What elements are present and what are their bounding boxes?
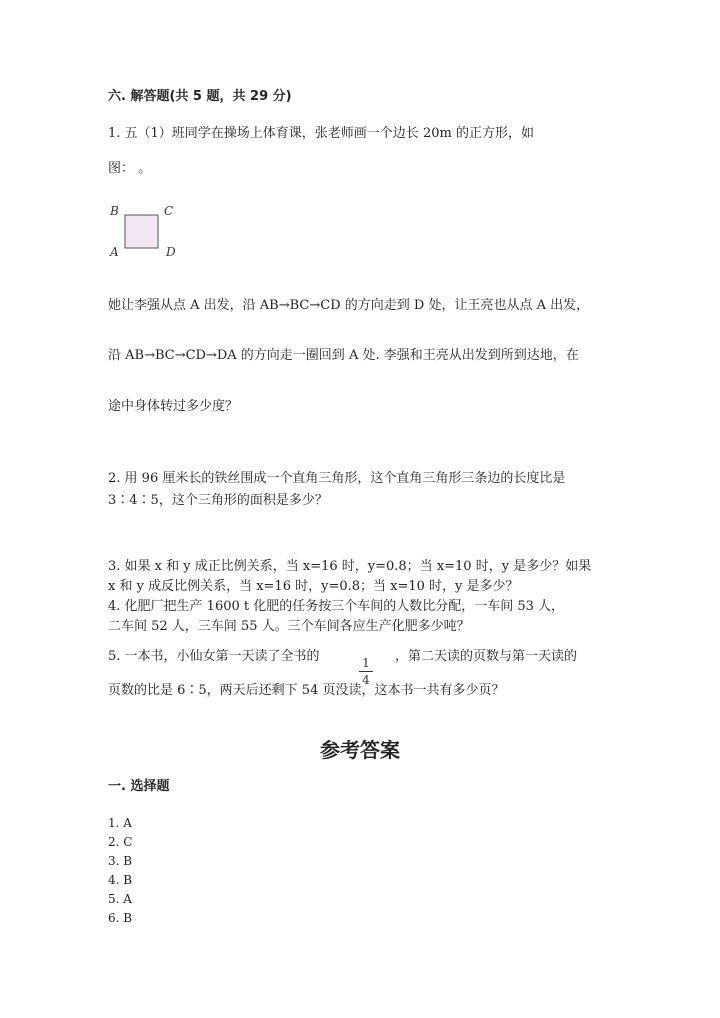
- square-figure: [108, 204, 188, 264]
- fraction-numerator: 1: [362, 656, 370, 670]
- q3-line1: 3. 如果 x 和 y 成正比例关系，当 x=16 时，y=0.8；当 x=10 时，y 是多少？如果: [108, 559, 592, 574]
- answer-title: 参考答案: [320, 738, 400, 762]
- square-diagram: [108, 204, 188, 264]
- q3-line2: x 和 y 成反比例关系，当 x=16 时，y=0.8；当 x=10 时，y 是多少？: [108, 579, 519, 594]
- q4-line2: 二车间 52 人，三车间 55 人。三个车间各应生产化肥多少吨？: [108, 619, 470, 634]
- label-c: C: [164, 204, 174, 218]
- answer-item: 4. B: [108, 873, 133, 887]
- answer-item: 3. B: [108, 854, 133, 868]
- q2-line1: 2. 用 96 厘米长的铁丝围成一个直角三角形，这个直角三角形三条边的长度比是: [108, 471, 566, 486]
- answer-item: 1. A: [108, 816, 132, 830]
- fraction-denominator: 4: [362, 673, 370, 687]
- answer-item: 6. B: [108, 911, 133, 925]
- section-title: 六. 解答题(共 5 题，共 29 分): [108, 89, 292, 104]
- fraction-bar: [359, 671, 373, 672]
- q1-line3: 她让李强从点 A 出发，沿 AB→BC→CD 的方向走到 D 处，让王亮也从点 A 出发，: [108, 298, 590, 313]
- label-a: A: [110, 245, 119, 259]
- label-b: B: [110, 204, 119, 218]
- q1-line5: 途中身体转过多少度？: [108, 399, 239, 414]
- q4-line1: 4. 化肥厂把生产 1600 t 化肥的任务按三个车间的人数比分配，一车间 53 人，: [108, 599, 565, 614]
- q5-part2: ，第二天读的页数与第一天读的: [395, 649, 578, 664]
- q5-part1: 5. 一本书，小仙女第一天读了全书的: [108, 649, 320, 664]
- answer-item: 2. C: [108, 835, 133, 849]
- q5-line2: 页数的比是 6∶5，两天后还剩下 54 页没读，这本书一共有多少页？: [108, 683, 505, 698]
- q1-line1: 1. 五（1）班同学在操场上体育课，张老师画一个边长 20m 的正方形，如: [108, 126, 534, 141]
- label-d: D: [166, 245, 176, 259]
- answer-section-title: 一. 选择题: [108, 779, 170, 794]
- q2-line2: 3∶4∶5，这个三角形的面积是多少？: [108, 493, 328, 508]
- answer-item: 5. A: [108, 892, 132, 906]
- q1-line2: 图： 。: [108, 161, 152, 176]
- q1-line4: 沿 AB→BC→CD→DA 的方向走一圈回到 A 处. 李强和王亮从出发到所到达地，在: [108, 348, 579, 363]
